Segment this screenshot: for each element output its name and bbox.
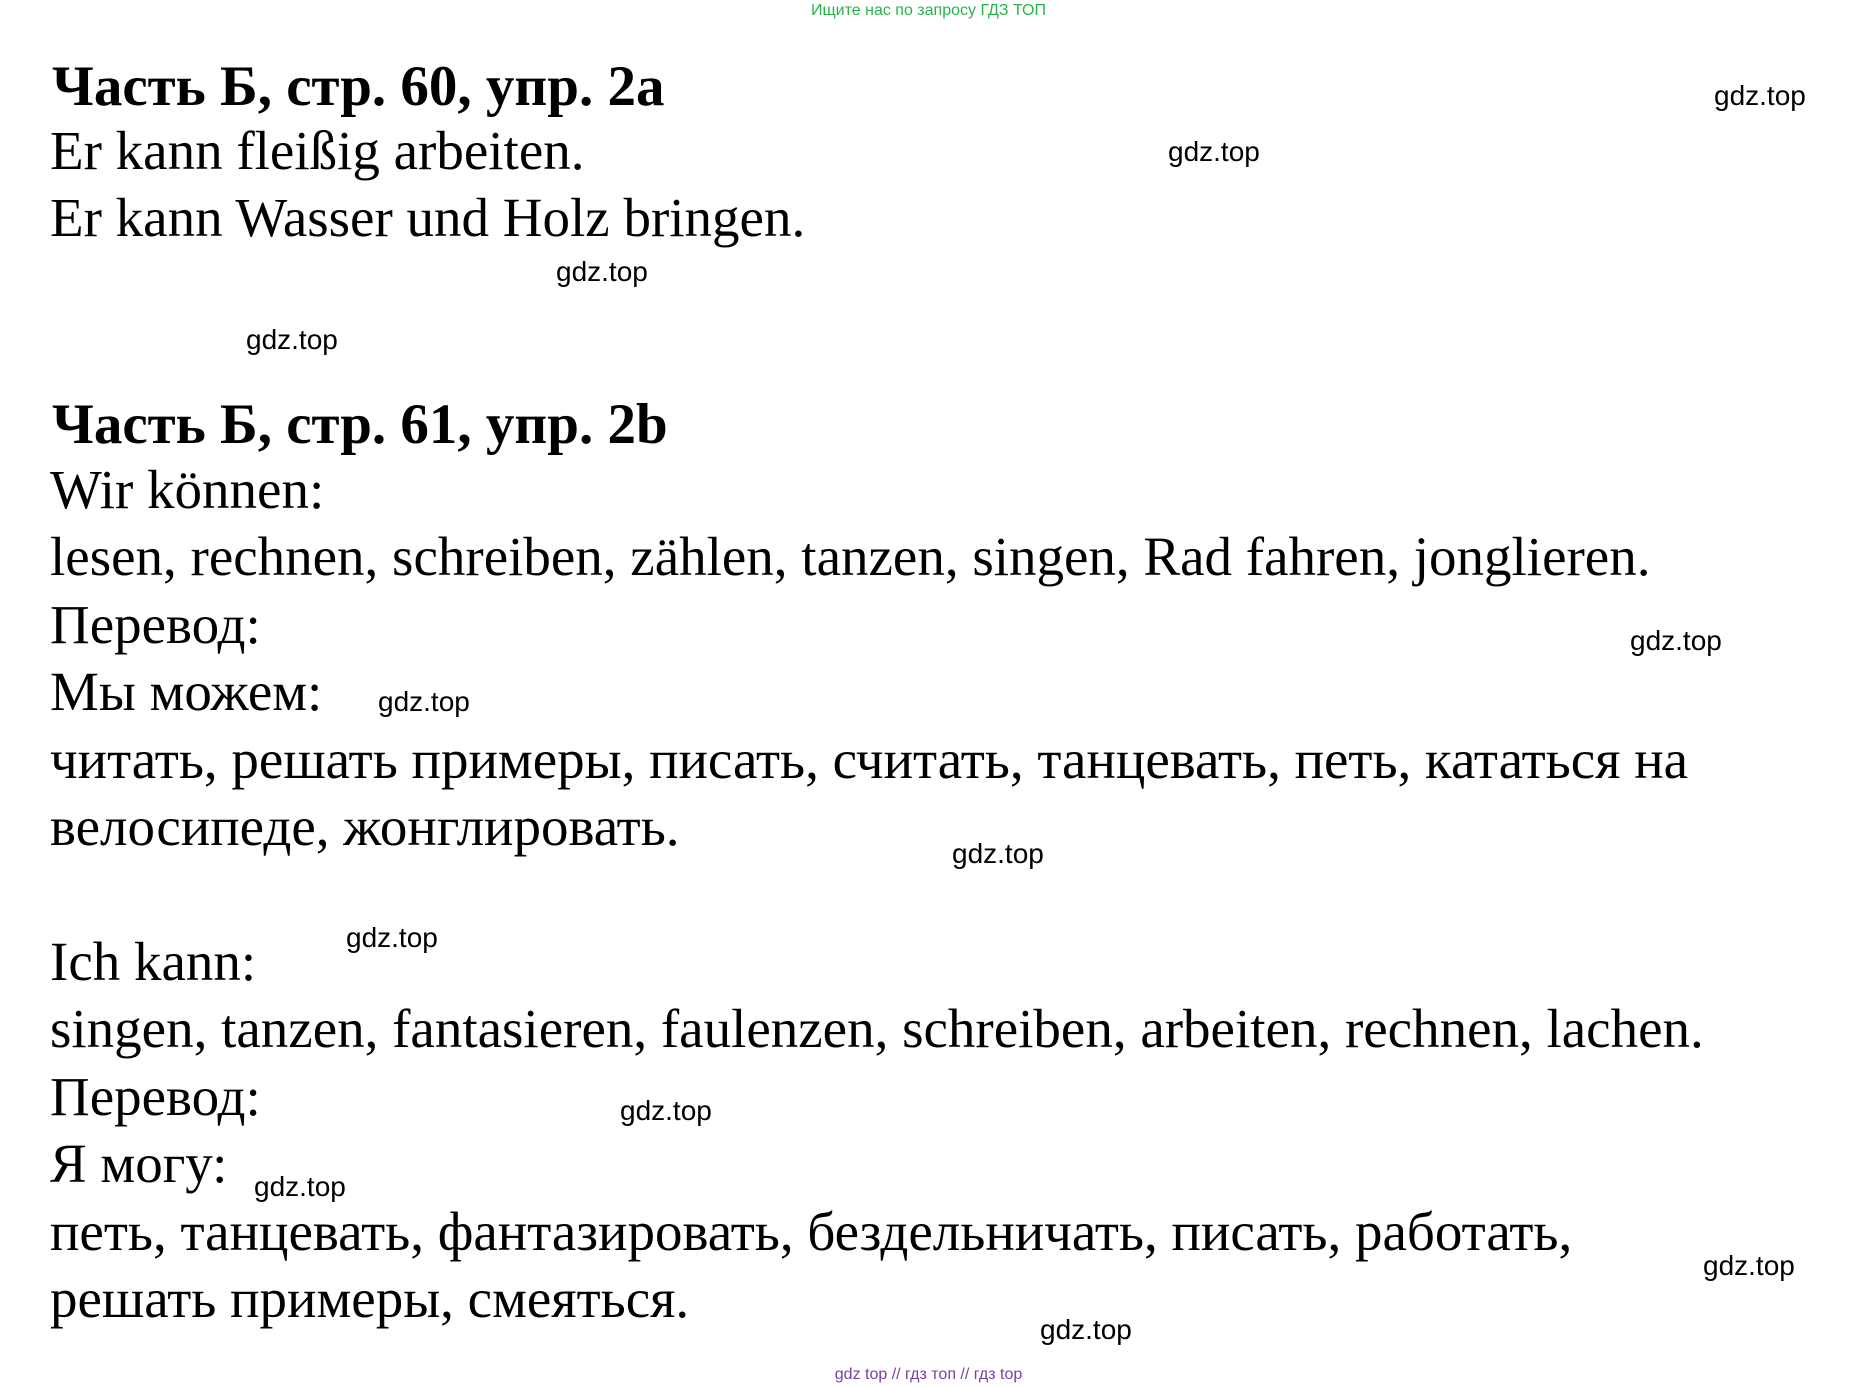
section-b-line: Я могу:: [50, 1133, 228, 1194]
watermark: gdz.top: [378, 686, 470, 717]
watermark: gdz.top: [1703, 1250, 1795, 1281]
section-b-line: Ich kann:: [50, 931, 257, 992]
watermark: gdz.top: [1168, 136, 1260, 167]
section-b-line: петь, танцевать, фантазировать, бездельничать, писать, работать,: [50, 1201, 1573, 1262]
top-banner: Ищите нас по запросу ГДЗ ТОП: [811, 2, 1046, 19]
section-b-line: Перевод:: [50, 1066, 261, 1127]
section-b-heading: Часть Б, стр. 61, упр. 2b: [52, 393, 668, 456]
section-a-line: Er kann fleißig arbeiten.: [50, 120, 585, 181]
section-a-line: Er kann Wasser und Holz bringen.: [50, 187, 806, 248]
section-b-line: читать, решать примеры, писать, считать, танцевать, петь, кататься на: [50, 729, 1689, 790]
section-b-line: велосипеде, жонглировать.: [50, 796, 680, 857]
section-b-line: Мы можем:: [50, 661, 323, 722]
section-b-line: singen, tanzen, fantasieren, faulenzen, schreiben, arbeiten, rechnen, lachen.: [50, 998, 1704, 1059]
watermark: gdz.top: [952, 838, 1044, 869]
watermark: gdz.top: [620, 1095, 712, 1126]
watermark: gdz.top: [254, 1171, 346, 1202]
watermark: gdz.top: [346, 922, 438, 953]
section-b-line: Wir können:: [50, 459, 325, 520]
section-b-line: lesen, rechnen, schreiben, zählen, tanzen, singen, Rad fahren, jonglieren.: [50, 526, 1651, 587]
section-b-line: решать примеры, смеяться.: [50, 1268, 690, 1329]
watermark: gdz.top: [1630, 625, 1722, 656]
watermark: gdz.top: [556, 256, 648, 287]
watermark: gdz.top: [246, 324, 338, 355]
section-b-line: Перевод:: [50, 594, 261, 655]
watermark: gdz.top: [1714, 80, 1806, 111]
footer-links: gdz top // гдз топ // гдз top: [834, 1366, 1023, 1383]
section-a-heading: Часть Б, стр. 60, упр. 2а: [52, 55, 665, 118]
watermark: gdz.top: [1040, 1314, 1132, 1345]
